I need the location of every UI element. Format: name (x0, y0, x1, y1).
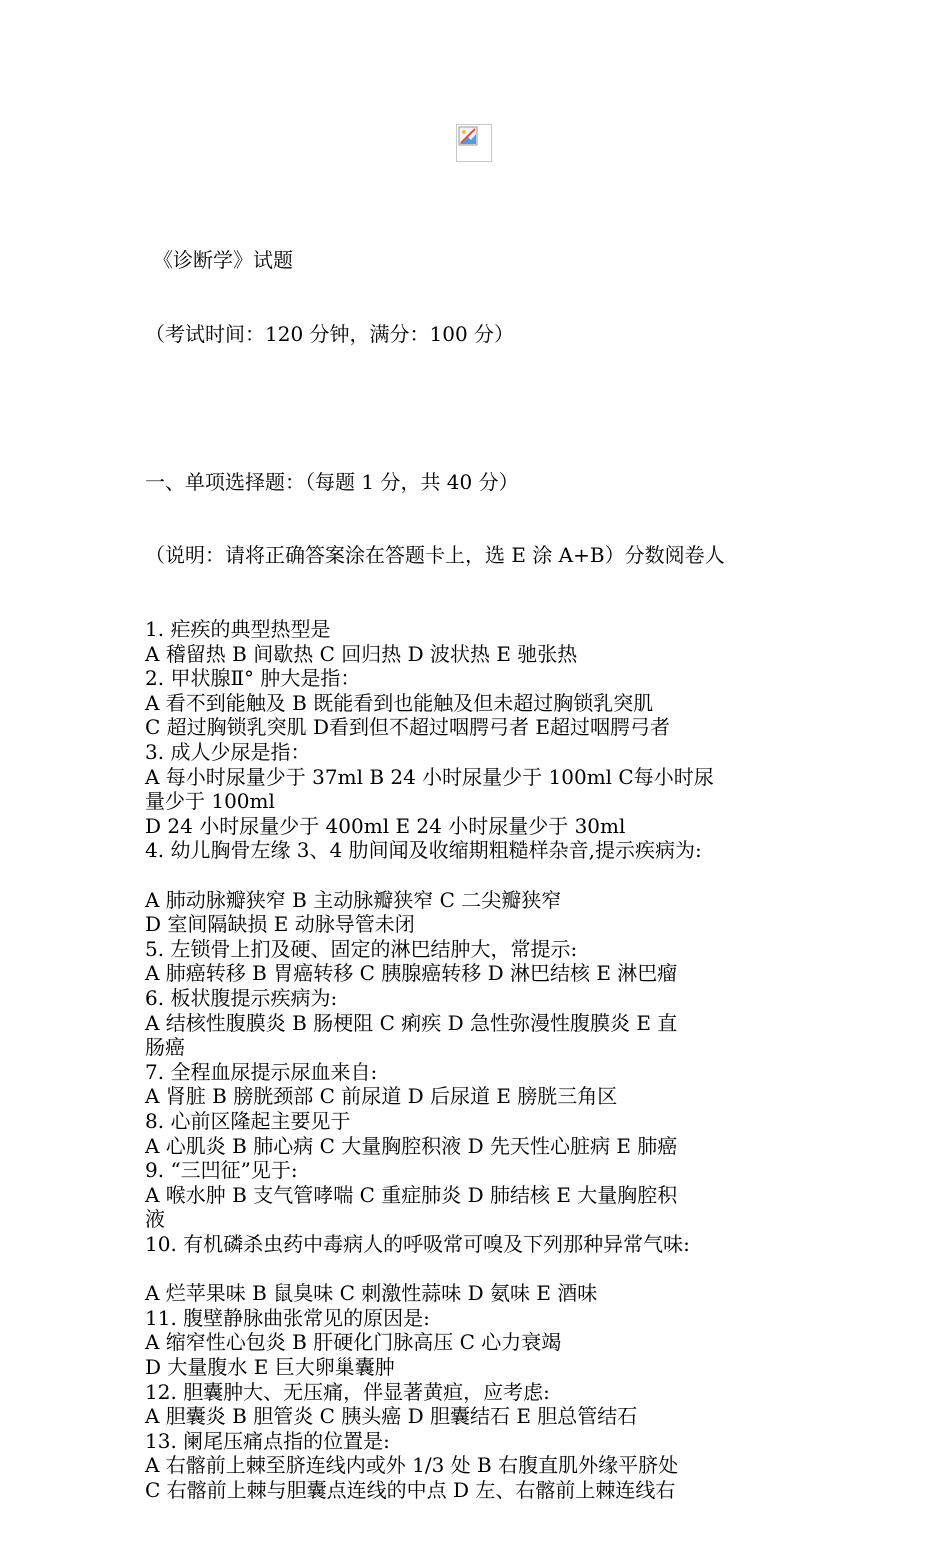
question-options: 液 (145, 1207, 165, 1232)
question-options: C 右髂前上棘与胆囊点连线的中点 D 左、右髂前上棘连线右 (145, 1477, 676, 1502)
blank-line (145, 1257, 815, 1282)
question-options: A 右髂前上棘至脐连线内或外 1/3 处 B 右腹直肌外缘平脐处 (145, 1453, 679, 1478)
question-options: D 大量腹水 E 巨大卵巢囊肿 (145, 1354, 395, 1379)
question-options: A 肺癌转移 B 胃癌转移 C 胰腺癌转移 D 淋巴结核 E 淋巴瘤 (145, 961, 678, 986)
question-options: A 喉水肿 B 支气管哮喘 C 重症肺炎 D 肺结核 E 大量胸腔积 (145, 1182, 678, 1207)
question-options: A 烂苹果味 B 鼠臭味 C 刺激性蒜味 D 氨味 E 酒味 (145, 1281, 598, 1306)
question-options: A 肺动脉瓣狭窄 B 主动脉瓣狭窄 C 二尖瓣狭窄 (145, 887, 562, 912)
question-stem: 7. 全程血尿提示尿血来自: (145, 1059, 378, 1084)
question-stem: 9. “三凹征”见于: (145, 1158, 298, 1183)
question-stem: 2. 甲状腺Ⅱ° 肿大是指： (145, 666, 361, 691)
question-stem: 6. 板状腹提示疾病为: (145, 986, 338, 1010)
exam-content (145, 199, 815, 1552)
question-options: A 胆囊炎 B 胆管炎 C 胰头癌 D 胆囊结石 E 胆总管结石 (145, 1404, 638, 1429)
question-stem: 11. 腹壁静脉曲张常见的原因是: (145, 1305, 430, 1330)
question-options: A 肾脏 B 膀胱颈部 C 前尿道 D 后尿道 E 膀胱三角区 (145, 1084, 618, 1109)
question-options: A 心肌炎 B 肺心病 C 大量胸腔积液 D 先天性心脏病 E 肺癌 (145, 1133, 678, 1158)
question-list (145, 617, 815, 1502)
instructions: （说明：请将正确答案涂在答题卡上，选 E 涂 A+B）分数阅卷人 (145, 543, 725, 568)
question-options: 肠癌 (145, 1035, 185, 1060)
document-subtitle: （考试时间：120 分钟，满分：100 分） (145, 321, 515, 346)
question-stem: 8. 心前区隆起主要见于 (145, 1108, 351, 1133)
question-options: A 缩窄性心包炎 B 肝硬化门脉高压 C 心力衰竭 (145, 1330, 562, 1355)
question-options: A 稽留热 B 间歇热 C 回归热 D 波状热 E 驰张热 (145, 641, 578, 666)
question-stem: 5. 左锁骨上扪及硬、固定的淋巴结肿大，常提示: (145, 936, 578, 961)
question-options: C 超过胸锁乳突肌 D看到但不超过咽腭弓者 E超过咽腭弓者 (145, 715, 671, 740)
broken-image-icon (456, 124, 492, 162)
question-stem: 10. 有机磷杀虫药中毒病人的呼吸常可嗅及下列那种异常气味: (145, 1231, 690, 1256)
question-options: A 每小时尿量少于 37ml B 24 小时尿量少于 100ml C每小时尿 (145, 764, 714, 789)
question-stem: 1. 疟疾的典型热型是 (145, 617, 331, 642)
question-options: 量少于 100ml (145, 789, 275, 814)
question-stem: 4. 幼儿胸骨左缘 3、4 肋间闻及收缩期粗糙样杂音,提示疾病为: (145, 838, 702, 863)
question-options: A 看不到能触及 B 既能看到也能触及但未超过胸锁乳突肌 (145, 690, 654, 715)
question-stem: 3. 成人少尿是指： (145, 740, 311, 765)
document-title: 《诊断学》试题 (153, 248, 293, 273)
blank-line (145, 396, 815, 421)
question-options: A 结核性腹膜炎 B 肠梗阻 C 痢疾 D 急性弥漫性腹膜炎 E 直 (145, 1010, 678, 1035)
blank-line (145, 863, 815, 888)
question-stem: 12. 胆囊肿大、无压痛，伴显著黄疸，应考虑: (145, 1379, 550, 1404)
section-heading: 一、单项选择题：（每题 1 分，共 40 分） (145, 469, 519, 494)
question-options: D 室间隔缺损 E 动脉导管未闭 (145, 912, 415, 937)
question-options: D 24 小时尿量少于 400ml E 24 小时尿量少于 30ml (145, 813, 626, 838)
question-stem: 13. 阑尾压痛点指的位置是: (145, 1428, 390, 1453)
